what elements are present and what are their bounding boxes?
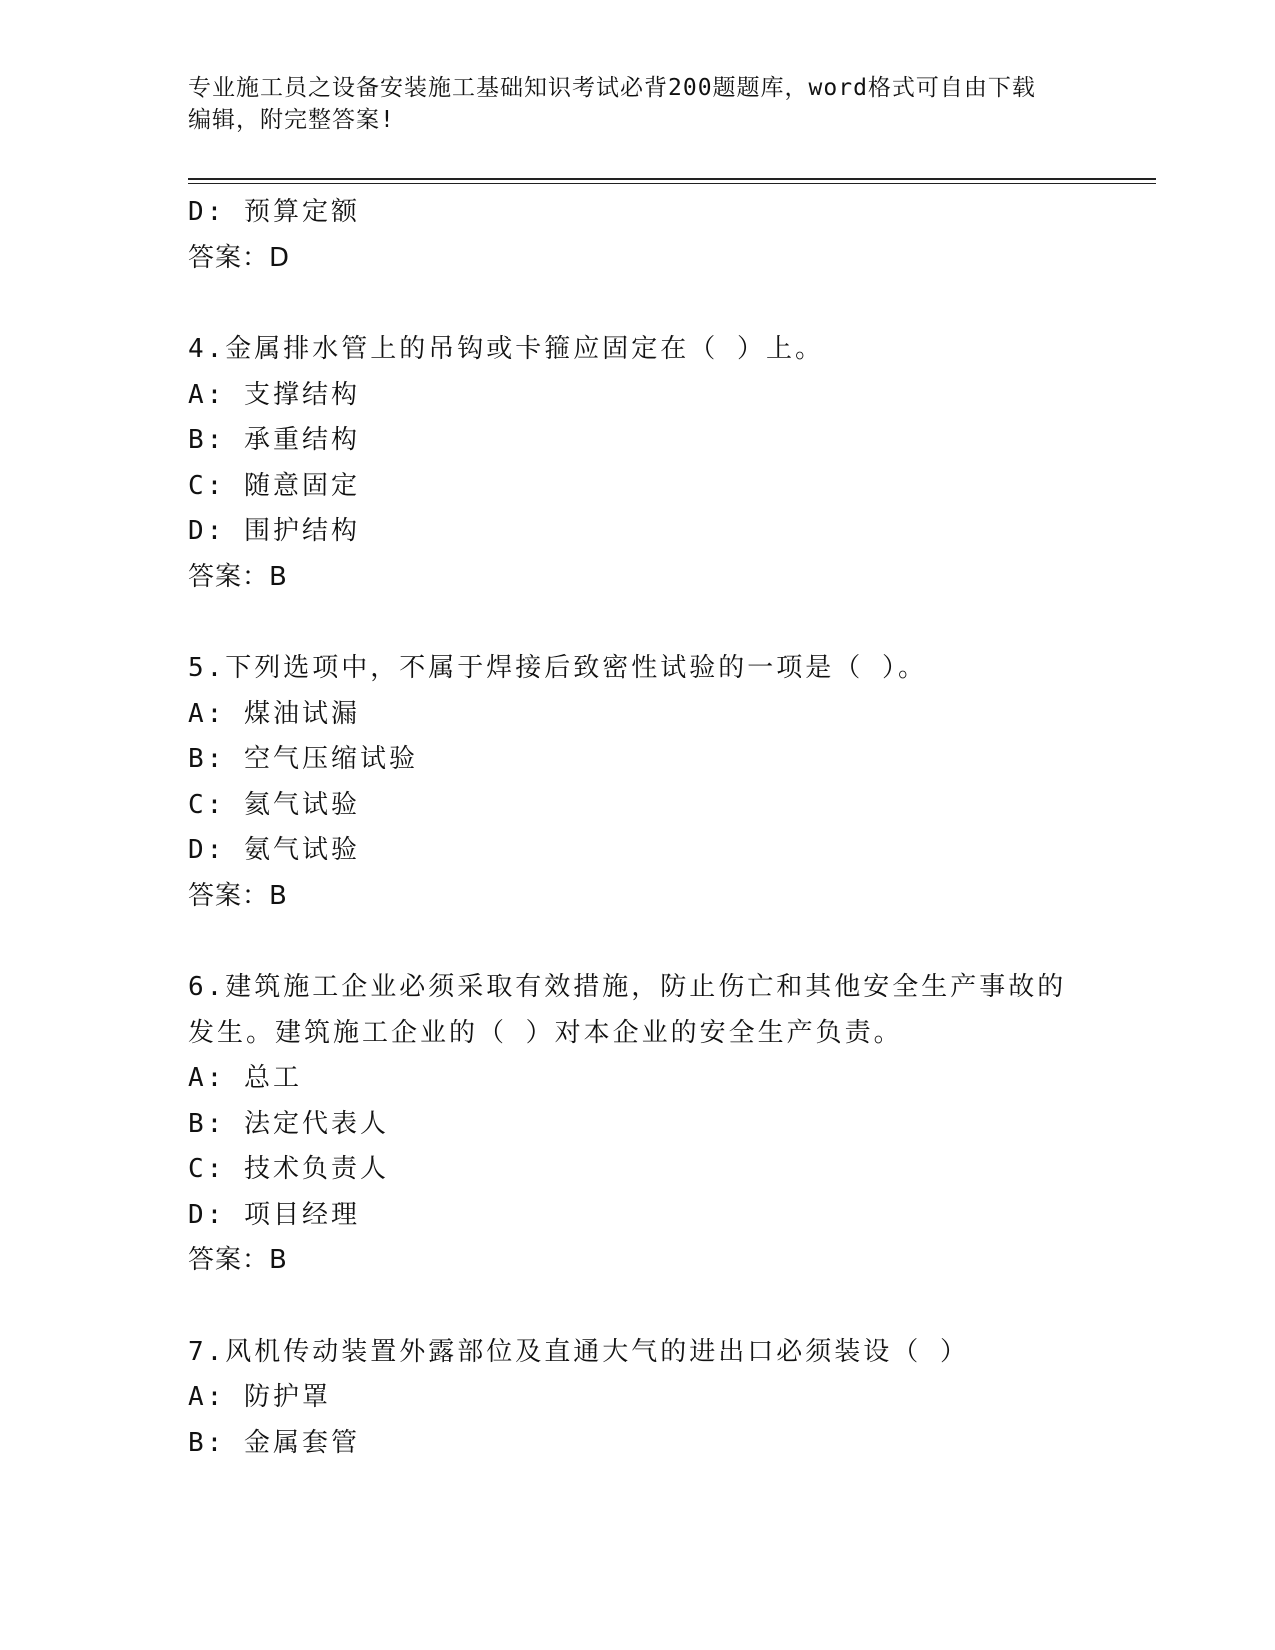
question-7-text: 7.风机传动装置外露部位及直通大气的进出口必须装设（ ） <box>188 1336 969 1367</box>
header-title-line-1: 专业施工员之设备安装施工基础知识考试必背200题题库，word格式可自由下载 <box>188 75 1036 101</box>
question-7-option-b: B: 金属套管 <box>188 1427 360 1458</box>
question-5 <box>188 646 1088 919</box>
question-5-text: 5.下列选项中，不属于焊接后致密性试验的一项是（ ）。 <box>188 653 927 683</box>
question-6-option-a: A: 总工 <box>188 1063 302 1093</box>
question-6 <box>188 965 1088 1284</box>
question-4-option-b: B: 承重结构 <box>188 425 360 455</box>
question-4-option-d: D: 围护结构 <box>188 516 360 546</box>
question-7-option-a: A: 防护罩 <box>188 1382 331 1412</box>
question-6-text-line-1: 6.建筑施工企业必须采取有效措施，防止伤亡和其他安全生产事故的 <box>188 972 1067 1002</box>
header-title-line-2: 编辑，附完整答案! <box>188 107 395 133</box>
header-divider-thick <box>188 178 1156 180</box>
question-3-option-d: D: 预算定额 <box>188 197 360 227</box>
question-4-text: 4.金属排水管上的吊钩或卡箍应固定在（ ）上。 <box>188 334 824 364</box>
question-6-text-line-2: 发生。建筑施工企业的（ ）对本企业的安全生产负责。 <box>188 1017 903 1048</box>
question-5-answer: 答案：B <box>188 880 288 911</box>
question-5-option-d: D: 氨气试验 <box>188 835 360 865</box>
question-4-option-c: C: 随意固定 <box>188 470 360 501</box>
question-4 <box>188 327 1088 600</box>
question-7 <box>188 1330 1088 1467</box>
question-3-tail <box>188 190 1088 281</box>
question-list <box>188 190 1088 1466</box>
question-6-option-c: C: 技术负责人 <box>188 1154 389 1184</box>
question-5-option-a: A: 煤油试漏 <box>188 698 360 729</box>
question-5-option-c: C: 氦气试验 <box>188 789 360 820</box>
question-3-answer: 答案：D <box>188 242 291 273</box>
question-4-answer: 答案：B <box>188 561 288 592</box>
header-divider-thin <box>188 183 1156 184</box>
question-6-answer: 答案：B <box>188 1245 288 1275</box>
question-6-option-d: D: 项目经理 <box>188 1199 360 1230</box>
question-4-option-a: A: 支撑结构 <box>188 379 360 410</box>
question-5-option-b: B: 空气压缩试验 <box>188 744 418 774</box>
question-6-option-b: B: 法定代表人 <box>188 1108 389 1139</box>
document-header <box>188 72 1088 136</box>
